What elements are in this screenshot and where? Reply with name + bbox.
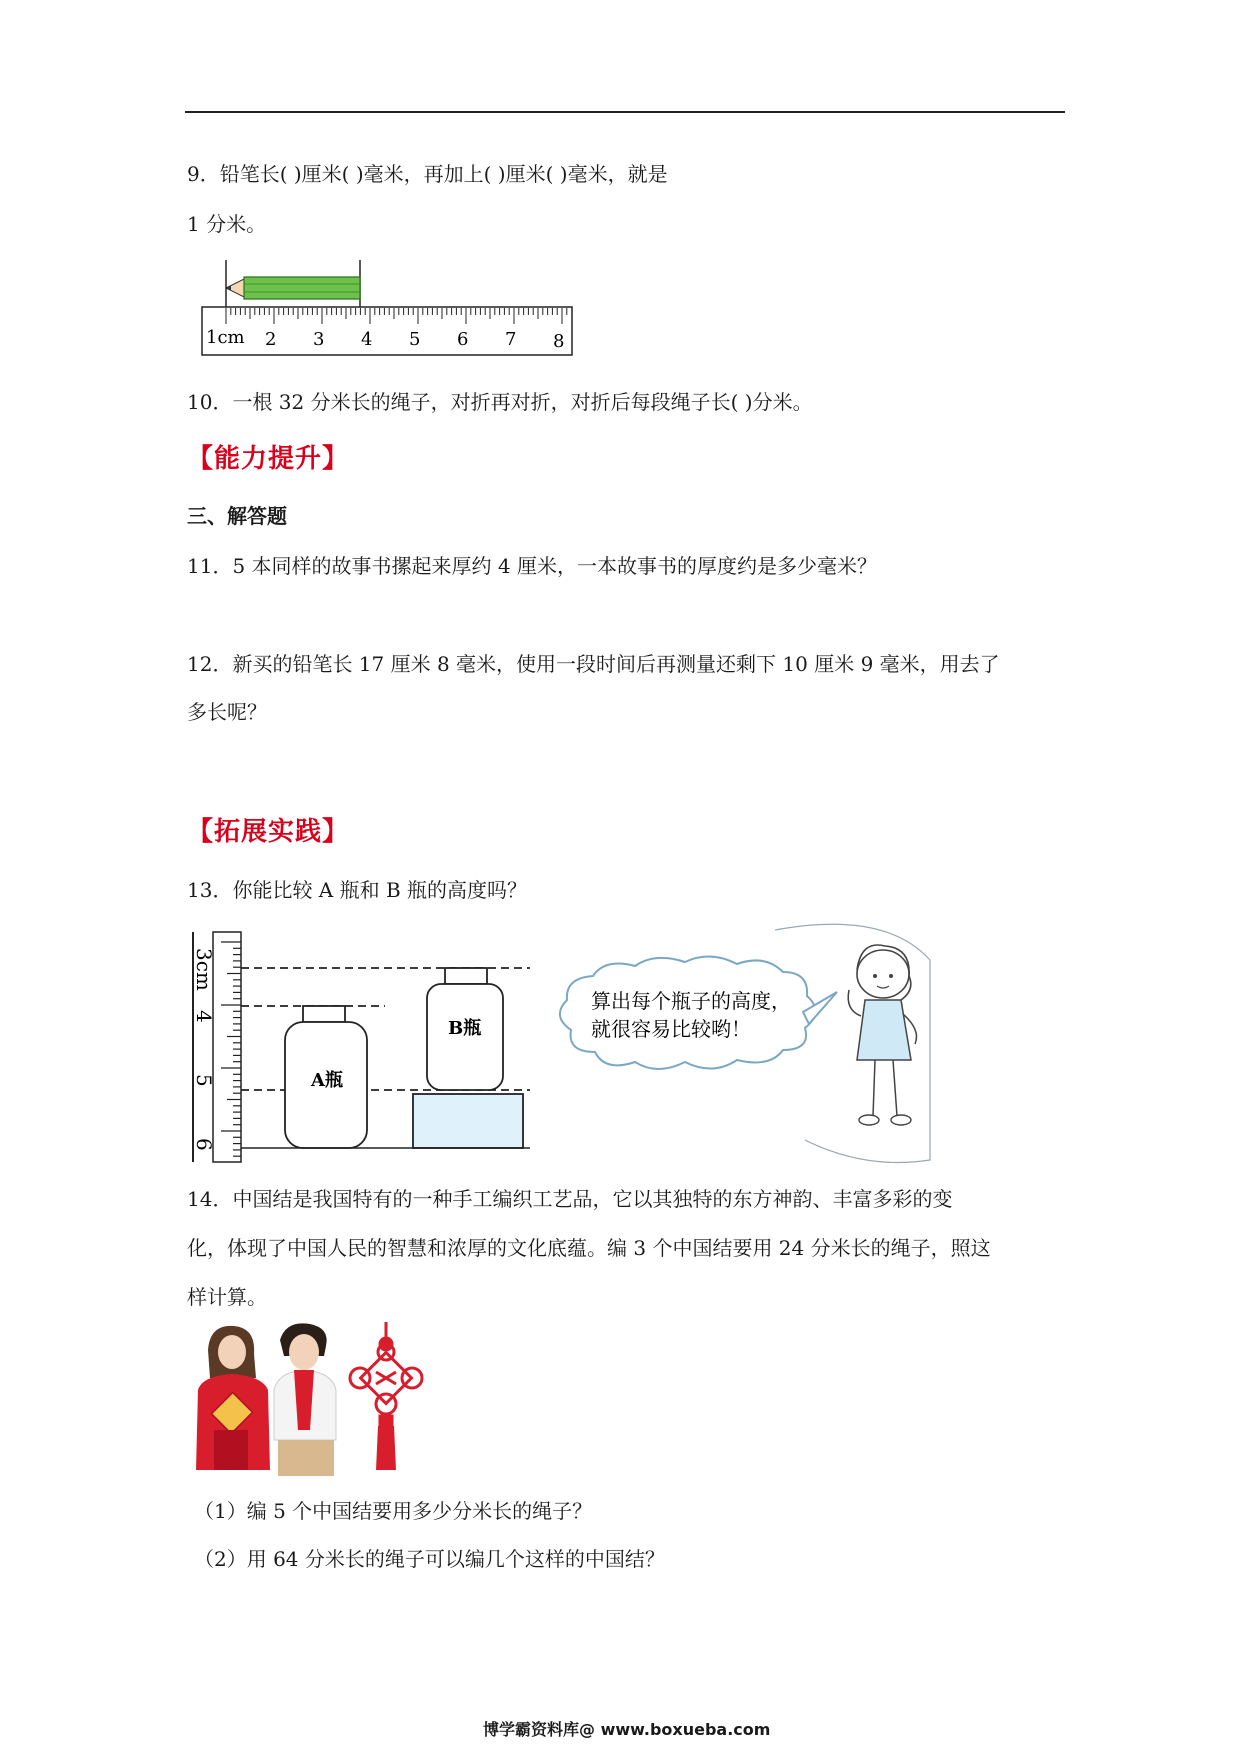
bubble-text: 算出每个瓶子的高度，: [591, 989, 791, 1013]
ruler-label: 1cm: [206, 327, 245, 348]
section-subtitle: 三、解答题: [187, 504, 287, 528]
q14-line3: 样计算。: [187, 1285, 267, 1309]
bottle-a-icon: [285, 1006, 367, 1148]
pencil-icon: [226, 277, 360, 299]
q9-line1: 9．铅笔长( )厘米( )毫米，再加上( )厘米( )毫米，就是: [187, 162, 668, 186]
chinese-knot-figure: [190, 1320, 430, 1480]
ruler-label: 3: [313, 329, 325, 350]
ruler-label: 5: [409, 329, 421, 350]
box-icon: [413, 1094, 523, 1148]
section-title-ability: 【能力提升】: [187, 444, 350, 474]
q12-line1: 12．新买的铅笔长 17 厘米 8 毫米，使用一段时间后再测量还剩下 10 厘米 9 毫米，用去了: [187, 652, 1000, 676]
q14-sub1: （1）编 5 个中国结要用多少分米长的绳子？: [194, 1499, 593, 1523]
girl-icon: [848, 945, 916, 1125]
pencil-ruler-figure: [200, 255, 580, 360]
vruler-label: 5: [192, 1074, 216, 1087]
q12-line2: 多长呢？: [187, 700, 267, 724]
chinese-knot-icon: [350, 1322, 422, 1470]
ruler-label: 6: [457, 329, 469, 350]
section-title-extend: 【拓展实践】: [187, 817, 350, 847]
man-icon: [274, 1323, 336, 1476]
q14-line2: 化，体现了中国人民的智慧和浓厚的文化底蕴。编 3 个中国结要用 24 分米长的绳子，照这: [187, 1236, 991, 1260]
q14-line1: 14．中国结是我国特有的一种手工编织工艺品，它以其独特的东方神韵、丰富多彩的变: [187, 1187, 953, 1211]
bottle-b-label: B瓶: [448, 1018, 482, 1039]
ruler-label: 8: [553, 331, 565, 352]
bottle-a-label: A瓶: [311, 1070, 343, 1091]
q10-text: 10．一根 32 分米长的绳子，对折再对折，对折后每段绳子长( )分米。: [187, 390, 813, 414]
ruler-label: 7: [505, 329, 517, 350]
vruler-label: 3cm: [192, 948, 216, 991]
q14-sub2: （2）用 64 分米长的绳子可以编几个这样的中国结？: [194, 1547, 665, 1571]
q11-text: 11．5 本同样的故事书摞起来厚约 4 厘米，一本故事书的厚度约是多少毫米？: [187, 554, 877, 578]
footer-watermark: 博学霸资料库@ www.boxueba.com: [483, 1720, 771, 1739]
bottle-b-icon: [427, 968, 503, 1090]
ruler-label: 2: [265, 329, 277, 350]
ruler-icon: [202, 307, 572, 355]
speech-bubble-icon: [560, 956, 837, 1069]
bubble-text: 就很容易比较哟！: [591, 1017, 751, 1041]
ruler-label: 4: [361, 329, 373, 350]
vruler-label: 4: [192, 1010, 216, 1023]
q9-line2: 1 分米。: [187, 212, 267, 236]
q13-text: 13．你能比较 A 瓶和 B 瓶的高度吗？: [187, 878, 528, 902]
vruler-label: 6: [192, 1138, 216, 1151]
bottles-figure: [185, 920, 935, 1170]
woman-icon: [196, 1326, 270, 1470]
header-rule: [185, 111, 1065, 113]
vertical-ruler-icon: [192, 932, 241, 1162]
